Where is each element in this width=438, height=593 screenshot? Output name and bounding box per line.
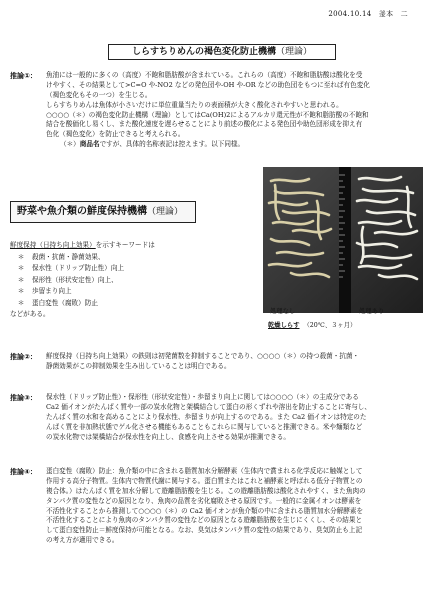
keyword-intro-rest: を示すキーワードは <box>95 241 155 249</box>
note-rest: ですが、具体的名称表記は控えます。以下同様。 <box>99 140 245 149</box>
section1-title-box <box>108 44 336 60</box>
section2-title-box <box>10 201 196 223</box>
list-item <box>10 263 250 275</box>
list-item <box>10 252 250 264</box>
suiron1-line: （褐色変化もその一つ）を生じる。 <box>46 90 152 99</box>
suiron4-line: 作用する高分子物質。生体内で物質代謝に関与する。蛋白質またはこれと補酵素と呼ばれる低分子物質との <box>46 476 363 485</box>
photo-caption-rest: （20℃、３ヶ月） <box>303 322 357 329</box>
suiron3-line: の炭水化物では架橋結合が保水性を向上し、食感を向上させる効果が推測できる。 <box>46 432 290 441</box>
suiron1-line: 魚油には一般的に多くの（高度）不飽和脂肪酸が含まれている。これらの（高度）不飽和脂肪酸は酸化を受 <box>46 71 363 79</box>
note-prefix: （＊） <box>60 140 80 149</box>
suiron1-line: 色化（褐色変化）を防止できると考えられる。 <box>46 130 185 139</box>
suiron4-line: タンパク質の変性などの原因となり、魚肉の品質を劣化腐敗させる原因です。一般的に金属イオンは酵素を <box>46 496 362 505</box>
suiron2-line: 静菌効果がこの抑制効果を生み出していることは明白である。 <box>46 361 231 370</box>
suiron4-line: 不活性化することから推測して○○○○（＊）の Ca2 価イオンが魚介類の中に含まれる脂質加水分解酵素を <box>46 506 364 515</box>
section2-title: 野菜や魚介類の鮮度保持機構 <box>17 206 147 217</box>
section1-title-sub: （理論） <box>276 47 313 57</box>
list-item-text: 殺菌・抗菌・静菌効果、 <box>32 252 105 261</box>
suiron4-line: の考え方が適用できる。 <box>46 536 119 545</box>
photo-label-left: 処理なし <box>270 308 296 315</box>
keyword-intro <box>10 240 250 252</box>
suiron3-body <box>46 393 430 442</box>
suiron1-note <box>46 140 430 150</box>
suiron4-body <box>46 467 430 546</box>
list-item-text: 保水性（ドリップ防止性）向上 <box>32 264 125 273</box>
suiron1-body <box>46 71 430 150</box>
suiron3-label: 推論③： <box>10 394 37 402</box>
suiron4-line: 複合体。）はたんぱく質を加水分解して遊離脂肪酸を生じる。この遊離脂肪酸は酸化されやすく、また魚肉の <box>46 486 366 495</box>
dried-shirasu-photo <box>263 167 423 313</box>
date-author-header: 2004.10.14 釜本 二 <box>328 10 408 18</box>
suiron3-line: Ca2 価イオンがたんぱく質や一部の炭水化物と架橋結合して蛋白の形くずれや溶出を防止することに寄与し、 <box>46 402 371 411</box>
photo-caption-underlined: 乾燥しらす <box>268 322 300 329</box>
suiron4-line: 蛋白変性（腐敗）防止：魚介類の中に含まれる脂質加水分解酵素（生体内で賞まれる化学反応に触媒として <box>46 467 363 475</box>
suiron2-label: 推論②： <box>10 353 37 361</box>
list-item <box>10 298 250 310</box>
note-bold: 商品名 <box>79 140 100 149</box>
keyword-list <box>10 240 250 321</box>
list-item-text: 保形性（形状安定性）向上、 <box>32 275 118 284</box>
bullet-icon: ＊ <box>17 275 25 284</box>
suiron4-label: 推論④： <box>10 468 37 476</box>
suiron3-line: んぱく質を非加熱状態でゲル化させる機能もあることもこれらに関与していると推測できる。米や麺類など <box>46 422 363 431</box>
list-item <box>10 275 250 287</box>
suiron2-line: 鮮度保持（日持ち向上効果）の鉄則は初発菌数を抑制することであり、○○○○（＊）の持つ殺菌・抗菌・ <box>46 352 360 360</box>
list-item-text: 蛋白変性（腐敗）防止 <box>32 298 98 307</box>
bullet-icon: ＊ <box>17 264 25 273</box>
shirasu-photo-illustration <box>263 167 423 313</box>
photo-label-right: 処理あり <box>359 308 385 315</box>
bullet-icon: ＊ <box>17 252 25 261</box>
bullet-icon: ＊ <box>17 287 25 296</box>
bullet-icon: ＊ <box>17 298 25 307</box>
suiron1-line: けやすく、その結果として>C=O や-NO2 などの発色団や-OH や-OR などの助色団をもつに至れば有色変化 <box>46 80 370 89</box>
list-item-text: 歩留まり向上 <box>32 287 72 296</box>
section2-title-sub: （理論） <box>147 207 184 217</box>
suiron1-line: ○○○○（＊）の褐色変化防止機構（理論）としてはCa(OH)2によるアルカリ還元性が不飽和脂肪酸の不飽和 <box>46 110 369 119</box>
suiron4-line: 不活性化することにより魚肉のタンパク質の変性などの原因となる遊離脂肪酸を生じにくくし、その結果と <box>46 516 363 525</box>
keyword-outro: などがある。 <box>10 310 50 319</box>
section1-title: しらすちりめんの褐色変化防止機構 <box>131 47 276 57</box>
suiron3-line: 保水性（ドリップ防止性）・保形性（形状安定性）・歩留まり向上に関しては○○○○（＊）の主成分である <box>46 393 359 401</box>
photo-caption <box>268 321 356 331</box>
suiron1-line: 結合を酸価化し易くし、また酸化速度を遅らせることにより前述の酸化による発色団や助色団形成を抑え有 <box>46 120 363 129</box>
suiron2-body <box>46 352 430 372</box>
keyword-intro-underlined: 鮮度保持（日持ち向上効果） <box>10 241 96 249</box>
suiron3-line: たんぱく質の水和を高めることにより保水性、歩留まりが向上するのである。また Ca2 価イオンは特定のた <box>46 412 367 421</box>
suiron1-line: しらすちりめんは魚体が小さいだけに単位重量当たりの表面積が大きく酸化されやすいと思われる。 <box>46 100 343 109</box>
list-item <box>10 286 250 298</box>
suiron4-line: して蛋白変性防止＝鮮度保持が可能となる。なお、臭気はタンパク質の変性の結果であり、臭気防止も上記 <box>46 526 363 535</box>
suiron1-label: 推論①： <box>10 72 37 80</box>
